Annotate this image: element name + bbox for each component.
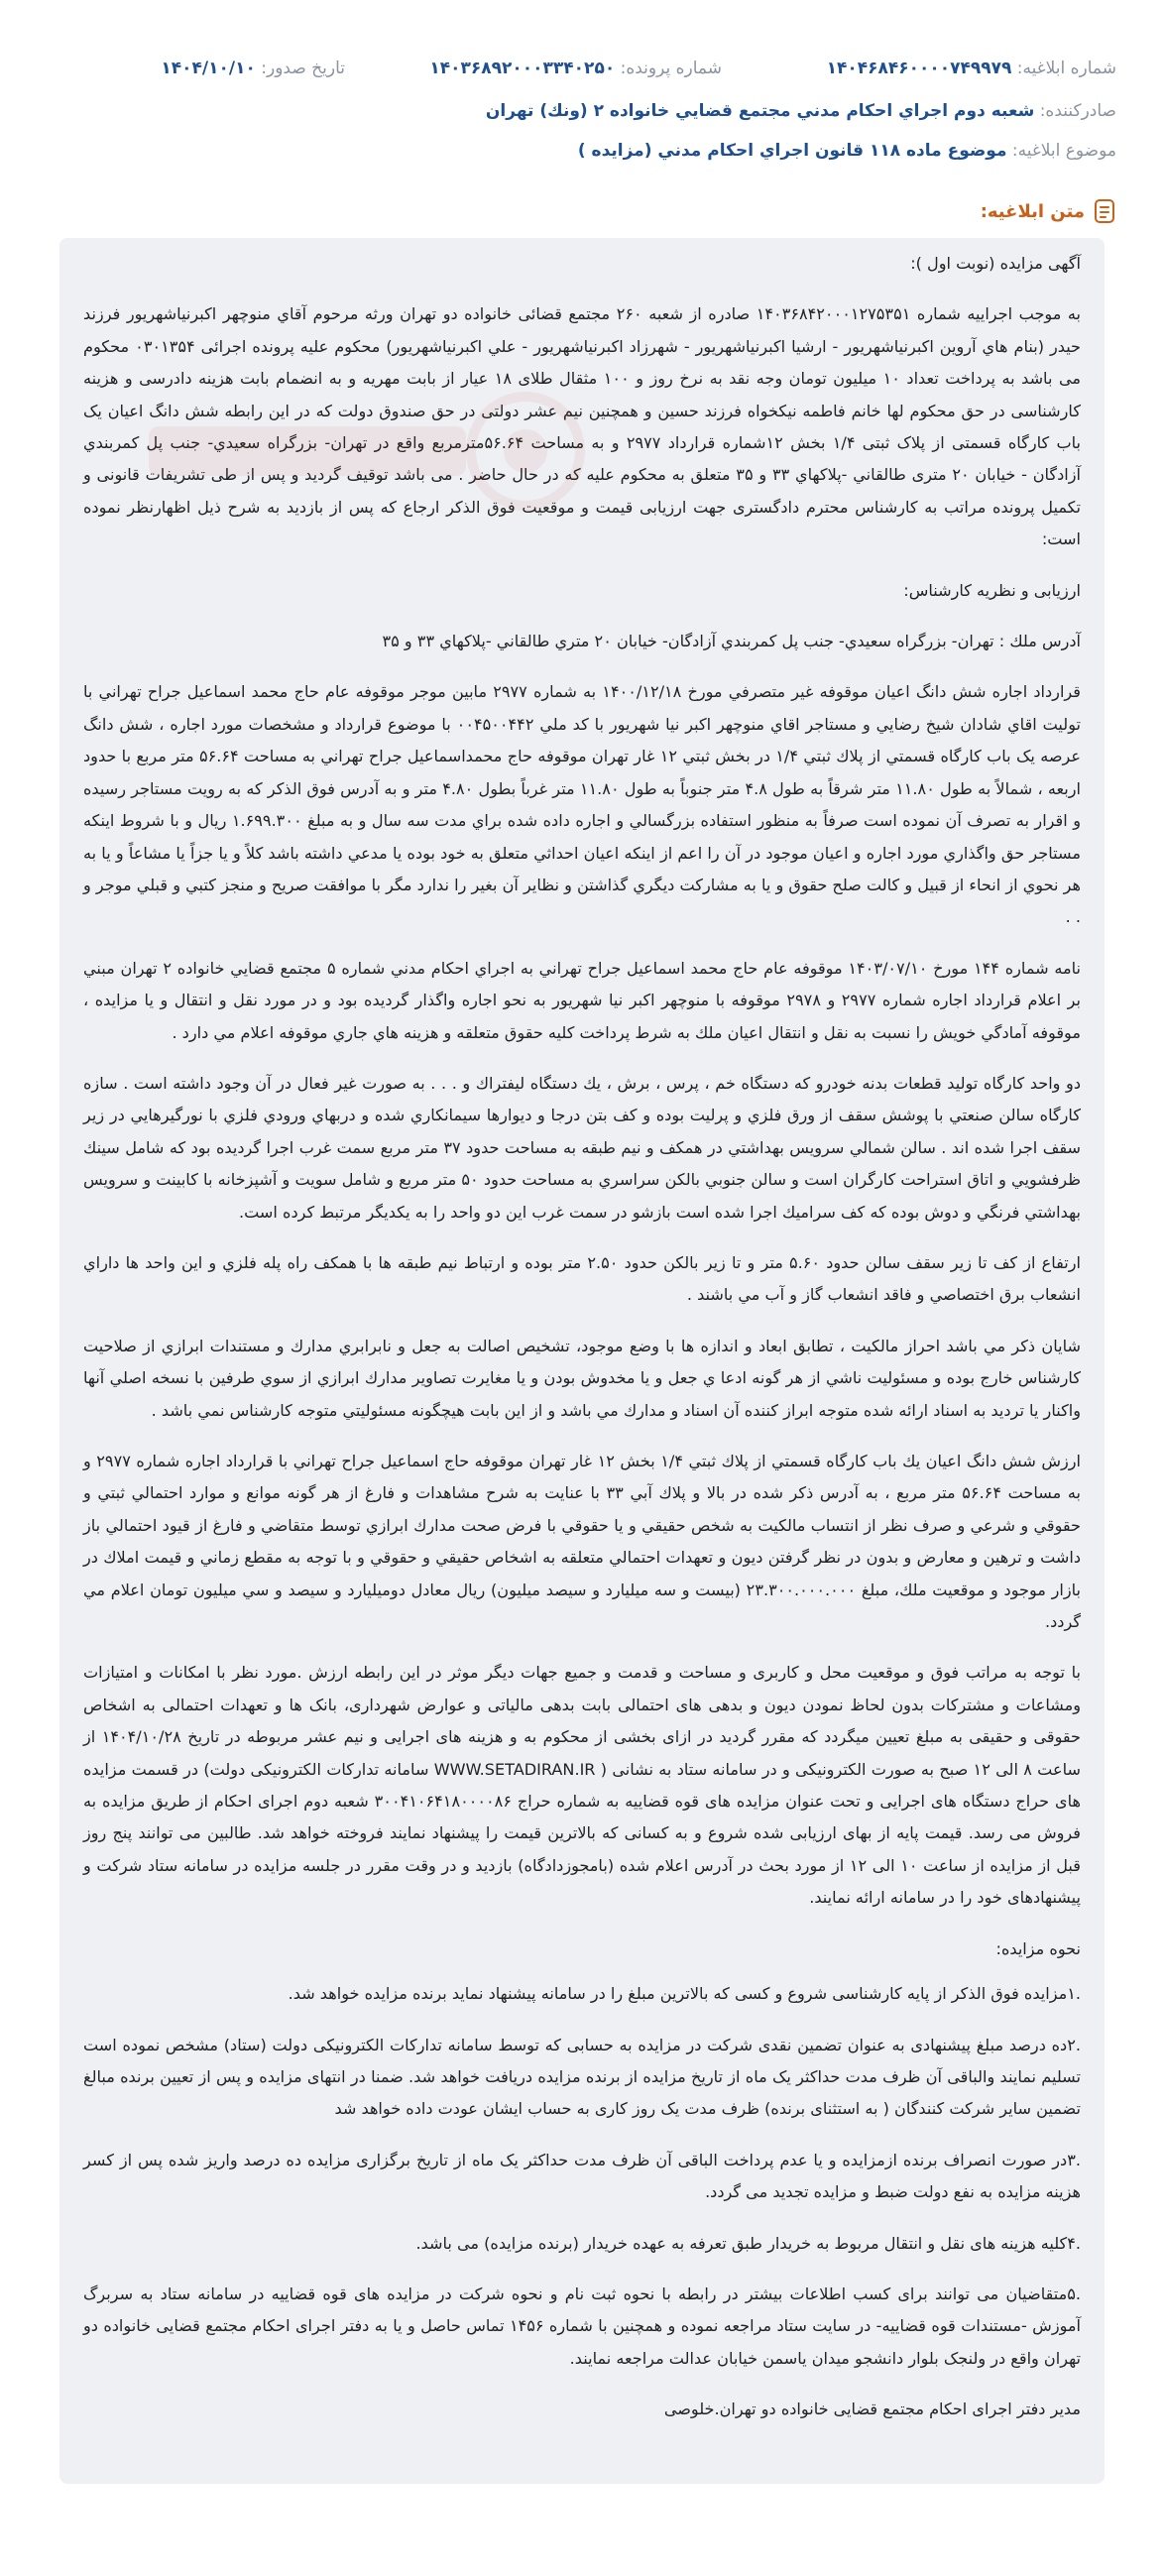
paragraph-heading: آگهی مزایده (نوبت اول ): [910,254,1081,273]
issuer-name: شعبه دوم اجراي احكام مدني مجتمع قضايي خانواده ۲ (ونك) تهران [485,101,1035,121]
notice-number: شماره ابلاغیه: ۱۴۰۴۶۸۴۶۰۰۰۰۷۴۹۹۷۹ [826,59,1116,78]
paragraph-heading: ارزیابی و نظریه کارشناس: [903,580,1081,600]
paragraph: شايان ذكر مي باشد احراز مالكيت ، تطابق ابعاد و اندازه ها با وضع موجود، تشخيص اصالت به جعل و نابرابري مدارك و مستندات ابرازي از صلاحيت كارشناس خارج بوده و مسئوليت ناشي از هر گونه ادعا ي جعل و يا مخدوش بودن و يا مغايرت تصاوير مدارك ابرازي از سوي طرفين با نسخه اصلي آنها واكنار يا ترديد به اسناد ارائه شده متوجه ابراز كننده آن اسناد و مدارك مي باشد و از اين بابت هيچگونه مسئوليتي متوجه كارشناس نمي باشد . [83,1336,1081,1420]
list-item: .۲ده درصد مبلغ پیشنهادی به عنوان تضمین نقدی شرکت در مزایده به حسابی که توسط سامانه تدارکات الکترونیکی دولت (ستاد) مشخص نموده است تسلیم نمایند والباقی آن ظرف مدت حداکثر یک ماه از تاریخ مزایده از برنده مزایده دریافت خواهد شد. ضمنا در انتهای مزایده و پس از تعیین برنده مبالغ تضمین سایر شرکت کنندگان ( به استثنای برنده) ظرف مدت یک روز کاری به حساب ایشان عودت داده خواهد شد [83,2035,1081,2119]
section-title [981,198,1116,224]
paragraph: نامه شماره ۱۴۴ مورخ ۱۴۰۳/۰۷/۱۰ موقوفه عام حاج محمد اسماعيل جراح تهراني به اجراي احكام مدني شماره ۵ مجتمع قضايي خانواده ۲ تهران مبني بر اعلام قرارداد اجاره شماره ۲۹۷۷ و ۲۹۷۸ موقوفه با منوچهر اكبر نيا شهريور به نحو اجاره واگذار گرديده بود و در مورد نقل و انتقال و يا مزايده ، موقوفه آمادگي خويش را نسبت به نقل و انتقال اعيان ملك به شرط پرداخت كليه حقوق متعلقه و هزينه هاي جاري موقوفه اعلام مي دارد . [83,958,1082,1042]
paragraph: ارتفاع از كف تا زير سقف سالن حدود ۵.۶۰ متر و تا زير بالكن حدود ۲.۵۰ متر بوده و ارتباط نيم طبقه ها با همكف راه پله فلزي و اين واحد ها داراي انشعاب برق اختصاصي و فاقد انشعاب گاز و آب مي باشند . [83,1252,1081,1305]
paragraph: قرارداد اجاره شش دانگ اعیان موقوفه غير متصرفي مورخ ۱۴۰۰/۱۲/۱۸ به شماره ۲۹۷۷ مابين موجر موقوفه عام حاج محمد اسماعيل جراح تهراني با توليت اقاي شادان شيخ رضايي و مستاجر اقاي منوچهر اكبر نيا شهريور با كد ملي ۰۰۴۵۰۰۴۴۲ با موضوع قرارداد و مشخصات مورد اجاره ، شش دانگ عرصه یک باب کارگاه قسمتي از پلاك ثبتي ۱/۴ در بخش ثبتي ۱۲ غار تهران موقوفه حاج محمداسماعیل جراح تهراني به مساحت ۵۶.۶۴ متر مربع با حدود اربعه ، شمالاً به طول ۱۱.۸۰ متر شرقاً به طول ۴.۸ متر جنوباً به طول ۱۱.۸۰ متر غرباً بطول ۴.۸۰ متر و به آدرس فوق الذکر که به رويت مستاجر رسيده و اقرار به تصرف آن نموده است صرفاً به منظور استفاده بزرگسالي و اجاره داده شده براي مدت سه سال و به مبلغ ۱.۶۹۹.۳۰۰ ريال و با شروط اينكه مستاجر حق واگذاري مورد اجاره و اعيان موجود در آن را اعم از اينكه اعيان احداثي متعلق به خود بوده يا مدعي داشته باشد كلاً و يا جزاً يا مشاعاً و يا به هر نحوي از انحاء از قبيل و كالت صلح حقوق و يا به مشاركت ديگري گذاشتن و نظاير آن بغير را ندارد مگر با موافقت صريح و منجز كتبي و قبلي موجر و . . [83,682,1081,927]
document-icon [1093,198,1116,224]
list-item: .۳در صورت انصراف برنده ازمزایده و یا عدم پرداخت الباقی آن ظرف مدت حداکثر یک ماه از تاریخ برگزاری مزایده ده درصد واریز شده پس از کسر هزینه مزایده به نفع دولت ضبط و مزایده تجدید می گردد. [83,2150,1081,2202]
notice-meta-row [48,56,1116,81]
paragraph: با توجه به مراتب فوق و موقعیت محل و کاربری و مساحت و قدمت و جمیع جهات دیگر موثر در این رابطه ارزش .مورد نظر با امکانات و امتیازات ومشاعات و مشترکات بدون لحاظ نمودن دیون و بدهی های احتمالی بابت بدهی مالیاتی و عوارض شهرداری، بانک ها و تعهدات احتمالی به اشخاص حقوقی و حقیقی به مبلغ تعیین میگردد که مقرر گردید در ازای بخشی از محکوم به و هزینه های اجرایی و نیم عشر مربوطه در تاریخ ۱۴۰۴/۱۰/۲۸ از ساعت ۸ الی ۱۲ صبح به صورت الکترونیکی و در سامانه ستاد به نشانی ( WWW.SETADIRAN.IR سامانه تدارکات الکترونیکی دولت) در قسمت مزایده های حراج دستگاه های اجرایی و تحت عنوان مزایده های قوه قضاییه به شماره حراج ۳۰۰۴۱۰۶۴۱۸۰۰۰۰۸۶ شعبه دوم اجرای احکام از طریق مزایده به فروش می رسد. قیمت پایه از بهای ارزیابی شده شروع و به کسانی که بالاترین قیمت را پیشنهاد نمایند فروخته خواهد شد. طالبین می توانند پنج روز قبل از مزایده از ساعت ۱۰ الی ۱۲ از مورد بحث در آدرس اعلام شده (بامجوزدادگاه) بازدید و در وقت مقرر در جلسه مزایده در سامانه ستاد شرکت و پیشنهادهای خود را در سامانه ارائه نمایند. [83,1663,1082,1908]
issuer-row: صادرکننده: شعبه دوم اجراي احكام مدني مجتمع قضايي خانواده ۲ (ونك) تهران [485,101,1116,121]
notice-body [59,238,1105,2484]
paragraph: آدرس ملك : تهران- بزرگراه سعيدي- جنب پل كمربندي آزادگان- خيابان ۲۰ متري طالقاني -پلاكهاي ۳۳ و ۳۵ [382,632,1081,651]
paragraph: دو واحد كارگاه توليد قطعات بدنه خودرو كه دستگاه خم ، پرس ، برش ، يك دستگاه ليفتراك و . . . به صورت غير فعال در آن وجود داشته است . سازه كارگاه سالن صنعتي با پوشش سقف از ورق فلزي و پرليت بوده و كف بتن درجا و ديوارها سيمانكاري شده و دربهاي ورودي فلزي با نورگيرهايي در زير سقف اجرا شده اند . سالن شمالي سرويس بهداشتي در همكف و نيم طبقه به مساحت حدود ۳۷ متر مربع سمت غرب اجرا گرديده بود كه شامل سينك ظرفشويي و اتاق استراحت كارگران است و سالن جنوبي بالكن سراسري به مساحت حدود ۵۰ متر مربع و شامل سويت و آشپزخانه با كابينت و سرويس بهداشتي فرنگي و دوش بوده كه كف سراميك اجرا شده است بازشو در سمت غرب اين دو واحد را به يكديگر مرتبط كرده است. [83,1073,1081,1222]
paragraph-heading: نحوه مزایده: [995,1938,1081,1958]
paragraph: به موجب اجراییه شماره ۱۴۰۳۶۸۴۲۰۰۰۱۲۷۵۳۵۱ صادره از شعبه ۲۶۰ مجتمع قضائی خانواده دو تهران ورثه مرحوم آقاي منوچهر اكبرنياشهريور فرزند حيدر (بنام هاي آروين اکبرنياشهريور - ارشيا اكبرنياشهريور - شهرزاد اکبرنياشهريور - علي اكبرنياشهريور) محکوم علیه پرونده اجرائی ۰۳۰۱۳۵۴ محکوم می باشد به پرداخت تعداد ۱۰ میلیون تومان وجه نقد به نرخ روز و ۱۰۰ مثقال طلای ۱۸ عیار از بابت مهریه و به انضمام بابت هزینه دادرسی و هزینه کارشناسی در حق محکوم لها خانم فاطمه نیکخواه فرزند حسین و همچنین نیم عشر دولتی در حق صندوق دولت که در این رابطه شش دانگ اعیان یک باب کارگاه قسمتی از پلاک ثبتی ۱/۴ بخش ۱۲شماره قرارداد ۲۹۷۷ و به مساحت ۵۶.۶۴مترمربع واقع در تهران- بزرگراه سعیدي- جنب پل کمربندي آزادگان - خیابان ۲۰ متری طالقاني -پلاکهاي ۳۳ و ۳۵ متعلق به محکوم علیه که در حال حاضر . می باشد توقیف گردید و پس از طی تشریفات قانونی و تکمیل پرونده مراتب به کارشناس محترم دادگستری جهت ارزیابی قیمت و موقعیت فوق الذکر ارجاع که پس از بازدید به شرح ذیل اظهارنظر نموده است: [83,304,1081,549]
list-item: .۵متقاضیان می توانند برای کسب اطلاعات بیشتر در رابطه با نحوه ثبت نام و نحوه شرکت در مزایده های قوه قضاییه در سامانه ستاد به سربرگ آموزش -مستندات قوه قضاییه- در سایت ستاد مراجعه نموده و همچنین با شماره ۱۴۵۶ تماس حاصل و یا به دفتر اجرای احکام مجتمع قضایی خانواده دو تهران واقع در ولنجک بلوار دانشجو میدان یاسمن خیابان عدالت مراجعه نمایند. [83,2283,1081,2368]
issue-date: تاریخ صدور: ۱۴۰۴/۱۰/۱۰ [161,59,345,78]
list-item: .۱مزایده فوق الذکر از پایه کارشناسی شروع و کسی که بالاترین مبلغ را در سامانه پیشنهاد نماید برنده مزایده خواهد شد. [288,1984,1081,2004]
case-number: شماره پرونده: ۱۴۰۳۶۸۹۲۰۰۰۳۳۴۰۲۵۰ [429,59,722,78]
list-item: .۴کلیه هزینه های نقل و انتقال مربوط به خریدار طبق تعرفه به عهده خریدار (برنده مزایده) می باشد. [415,2233,1081,2253]
section-title-label: متن ابلاغیه: [980,200,1085,222]
subject-row: موضوع ابلاغیه: موضوع ماده ۱۱۸ قانون اجراي احکام مدني (مزايده ) [577,141,1116,161]
signature-line: مدیر دفتر اجرای احکام مجتمع قضایی خانواده دو تهران.خلوصی [663,2400,1081,2419]
subject-text: موضوع ماده ۱۱۸ قانون اجراي احکام مدني (مزايده ) [577,141,1007,161]
paragraph: ارزش شش دانگ اعيان يك باب كارگاه قسمتي از پلاك ثبتي ۱/۴ بخش ۱۲ غار تهران موقوفه حاج اسماعيل جراح تهراني با قرارداد اجاره شماره ۲۹۷۷ و به مساحت ۵۶.۶۴ متر مربع ، به آدرس ذكر شده در بالا و پلاك آبي ۳۳ با عنايت به شرح مشاهدات و فارغ از هر گونه موانع و موارد احتمالي ثبتي و حقوقي و شرعي و صرف نظر از انتساب مالكيت به شخص حقيقي و يا حقوقي با فرض صحت مدارك ابرازي توسط متقاضي و فارغ از قيود احتمالي باز داشت و ترهين و معارض و بدون در نظر گرفتن ديون و تعهدات احتمالي متعلقه به اشخاص حقيقي و حقوقي و با توجه به مقطع زماني و قيمت املاك در بازار موجود و موقعيت ملك، مبلغ ۲۳.۳۰۰.۰۰۰.۰۰۰ (بيست و سه ميليارد و سيصد ميليون) ريال معادل دوميليارد و سيصد و سي ميليون تومان اعلام مي گردد. [83,1452,1082,1632]
